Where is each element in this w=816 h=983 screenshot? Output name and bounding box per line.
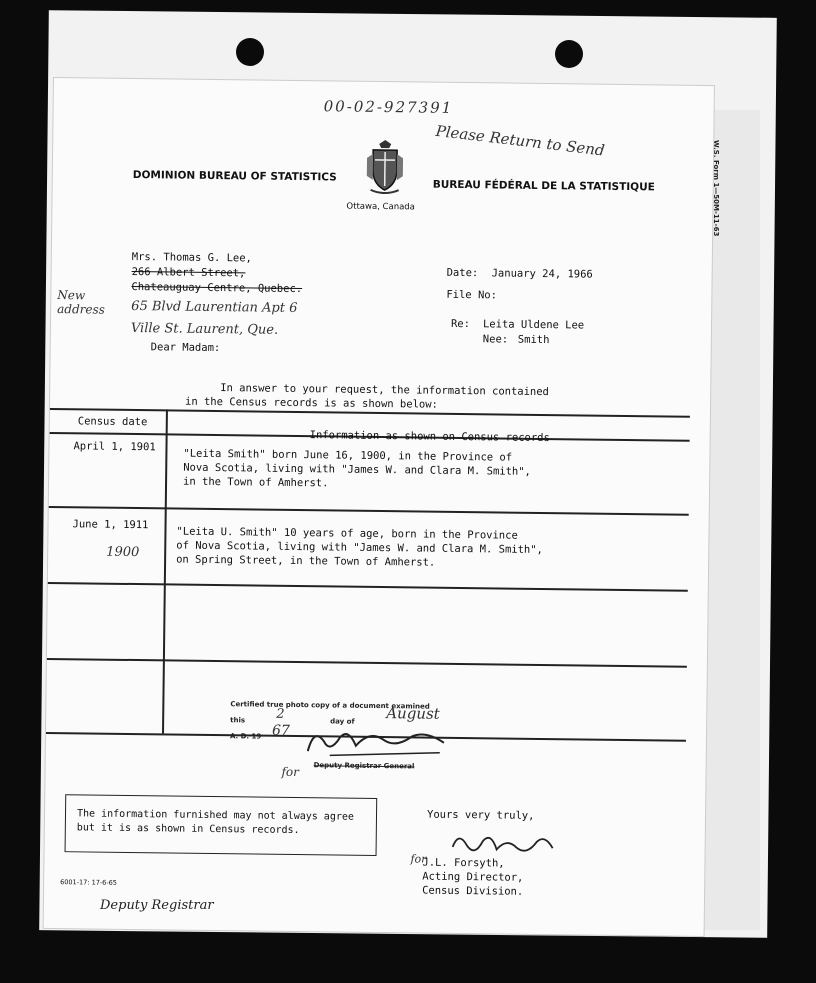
table-cell-date: April 1, 1901 — [73, 440, 156, 454]
intro-line-1: In answer to your request, the information contained — [220, 382, 550, 399]
re-label: Re: — [450, 317, 471, 331]
re-value: Leita Uldene Lee — [482, 318, 585, 332]
certification-ad-label: A. D. 19 — [229, 732, 262, 741]
file-number-handwritten: 00-02-927391 — [323, 97, 454, 117]
table-rule — [47, 658, 687, 667]
bottom-handwriting: Deputy Registrar — [100, 898, 214, 913]
date-value: January 24, 1966 — [491, 267, 593, 281]
certification-day-of-label: day of — [330, 717, 355, 726]
table-cell-line: "Leita Smith" born June 16, 1900, in the Province of — [183, 447, 513, 464]
table-rule — [49, 506, 689, 515]
disclaimer-line-1: The information furnished may not always agree — [76, 808, 355, 823]
punch-hole — [555, 40, 583, 68]
closing-division: Census Division. — [422, 884, 524, 898]
certification-line: Certified true photo copy of a document examined — [230, 700, 430, 711]
addressee-new-street: 65 Blvd Laurentian Apt 6 — [131, 298, 298, 316]
margin-note: New address — [57, 288, 105, 317]
addressee-name: Mrs. Thomas G. Lee, — [131, 250, 252, 265]
certification-day: 2 — [276, 706, 285, 722]
certification-month: August — [386, 704, 440, 723]
org-name-en: DOMINION BUREAU OF STATISTICS — [132, 168, 337, 184]
intro-line-2: in the Census records is as shown below: — [184, 395, 438, 411]
table-cell-line: in the Town of Amherst. — [183, 475, 329, 490]
table-cell-note: 1900 — [106, 544, 140, 561]
org-city: Ottawa, Canada — [346, 201, 415, 213]
table-cell-line: of Nova Scotia, living with "James W. and Clara M. Smith", — [176, 539, 543, 557]
footer-code: 6001-17: 17-6-65 — [60, 878, 118, 887]
certification-for-label: for — [281, 764, 300, 780]
table-header-date: Census date — [77, 415, 148, 429]
closing-for-label: for — [410, 852, 427, 866]
certification-this-label: this — [230, 716, 246, 725]
certification-signer-title: Deputy Registrar General — [313, 761, 415, 771]
table-column-rule — [162, 409, 167, 733]
nee-label: Nee: — [482, 333, 509, 346]
certification-year: 67 — [271, 722, 290, 739]
table-rule — [48, 582, 688, 591]
table-cell-date: June 1, 1911 — [72, 518, 149, 532]
org-name-fr: BUREAU FÉDÉRAL DE LA STATISTIQUE — [432, 178, 655, 194]
file-no-label: File No: — [446, 288, 498, 302]
table-cell-line: Nova Scotia, living with "James W. and Clara M. Smith", — [183, 461, 531, 478]
addressee-new-city: Ville St. Laurent, Que. — [130, 320, 279, 338]
coat-of-arms-icon — [365, 140, 406, 196]
salutation: Dear Madam: — [150, 341, 221, 355]
side-form-label: W.S. Form 1—50M-11-63 — [712, 140, 720, 237]
addressee-old-city: Chateauguay Centre, Quebec. — [131, 280, 303, 296]
nee-value: Smith — [517, 333, 550, 347]
date-label: Date: — [446, 266, 479, 280]
census-letter — [44, 78, 714, 936]
disclaimer-line-2: but it is as shown in Census records. — [76, 822, 300, 837]
closing-yours: Yours very truly, — [426, 808, 535, 822]
closing-name: J.L. Forsyth, — [422, 856, 505, 870]
punch-hole — [236, 38, 264, 66]
addressee-old-street: 266 Albert Street, — [131, 265, 246, 280]
table-header-info: Information as shown on Census records — [309, 429, 550, 445]
handwritten-note: Please Return to Send — [434, 121, 606, 160]
registrar-signature-icon — [300, 721, 450, 763]
table-cell-line: "Leita U. Smith" 10 years of age, born in the Province — [176, 525, 518, 542]
closing-title: Acting Director, — [422, 870, 524, 884]
table-cell-line: on Spring Street, in the Town of Amherst. — [176, 553, 436, 569]
